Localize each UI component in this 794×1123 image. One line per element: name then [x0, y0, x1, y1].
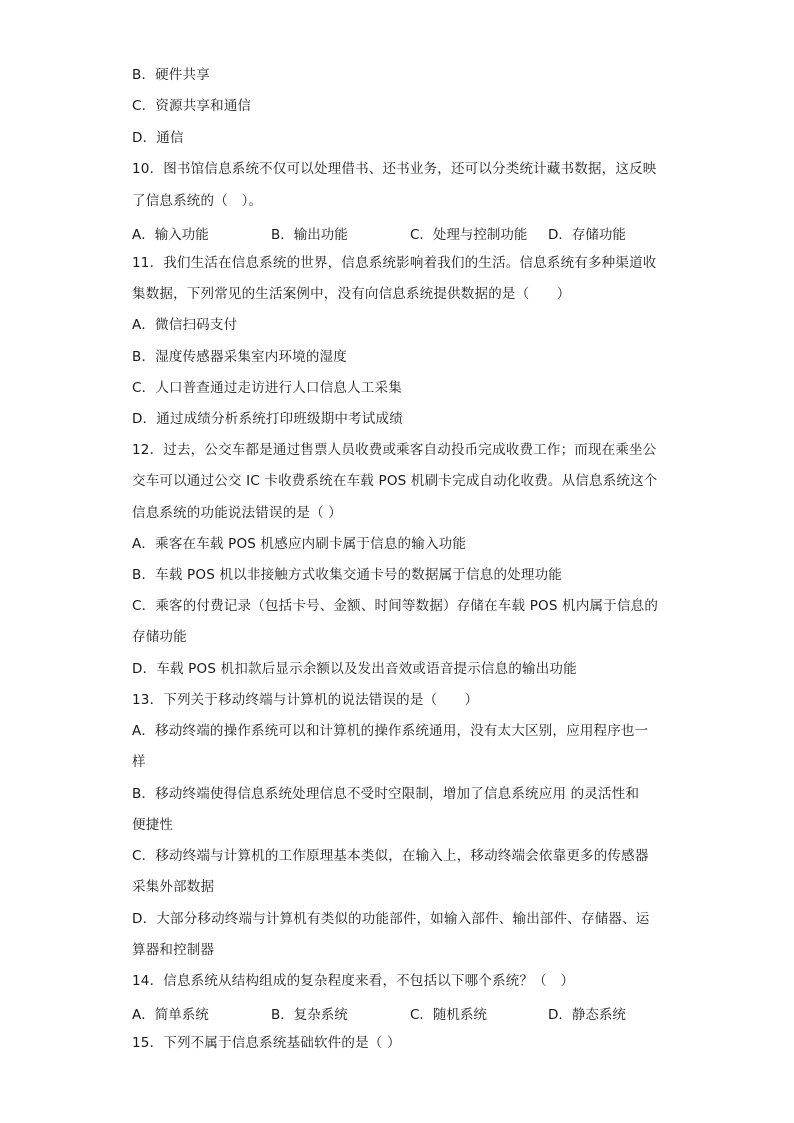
q11-option-d: D．通过成绩分析系统打印班级期中考试成绩 — [132, 411, 403, 427]
q13-option-d: D．大部分移动终端与计算机有类似的功能部件，如输入部件、输出部件、存储器、运 — [132, 911, 650, 927]
question-12-stem: 12．过去，公交车都是通过售票人员收费或乘客自动投币完成收费工作；而现在乘坐公 — [132, 442, 657, 458]
question-11-stem-cont: 集数据，下列常见的生活案例中，没有向信息系统提供数据的是（ ） — [132, 286, 571, 302]
q12-option-b: B．车载 POS 机以非接触方式收集交通卡号的数据属于信息的处理功能 — [132, 567, 562, 583]
q13-option-c-cont: 采集外部数据 — [132, 879, 215, 895]
q14-option-a: A．简单系统 — [132, 1007, 209, 1023]
question-10-options — [0, 223, 794, 241]
q13-option-b-cont: 便捷性 — [132, 817, 174, 833]
question-12-stem-cont-2: 信息系统的功能说法错误的是（ ） — [132, 505, 342, 521]
q13-option-d-cont: 算器和控制器 — [132, 942, 215, 958]
question-13-stem: 13．下列关于移动终端与计算机的说法错误的是（ ） — [132, 692, 479, 708]
q10-option-a: A．输入功能 — [132, 227, 209, 243]
question-10-stem-cont: 了信息系统的（ ）。 — [132, 193, 263, 209]
q11-option-a: A．微信扫码支付 — [132, 317, 238, 333]
q13-option-c: C．移动终端与计算机的工作原理基本类似，在输入上，移动终端会依靠更多的传感器 — [132, 848, 649, 864]
option-c-resource-sharing: C．资源共享和通信 — [132, 98, 252, 114]
question-14-stem: 14．信息系统从结构组成的复杂程度来看，不包括以下哪个系统？（ ） — [132, 973, 575, 989]
q12-option-c-cont: 存储功能 — [132, 629, 187, 645]
q10-option-d: D．存储功能 — [548, 227, 626, 243]
q13-option-b: B．移动终端使得信息系统处理信息不受时空限制，增加了信息系统应用 的灵活性和 — [132, 786, 640, 802]
q11-option-b: B．湿度传感器采集室内环境的湿度 — [132, 349, 347, 365]
q13-option-a: A．移动终端的操作系统可以和计算机的操作系统通用，没有太大区别，应用程序也一 — [132, 723, 649, 739]
question-12-stem-cont-1: 交车可以通过公交 IC 卡收费系统在车载 POS 机刷卡完成自动化收费。从信息系统这个 — [132, 473, 658, 489]
q12-option-c: C．乘客的付费记录（包括卡号、金额、时间等数据）存储在车载 POS 机内属于信息的 — [132, 598, 659, 614]
q14-option-b: B．复杂系统 — [271, 1007, 348, 1023]
question-15-stem: 15．下列不属于信息系统基础软件的是（ ） — [132, 1035, 401, 1051]
q10-option-b: B．输出功能 — [271, 227, 348, 243]
option-d-communication: D．通信 — [132, 130, 184, 146]
q14-option-d: D．静态系统 — [548, 1007, 626, 1023]
q13-option-a-cont: 样 — [132, 754, 146, 770]
option-b-hardware-sharing: B．硬件共享 — [132, 67, 210, 83]
q11-option-c: C．人口普查通过走访进行人口信息人工采集 — [132, 380, 402, 396]
q10-option-c: C．处理与控制功能 — [410, 227, 528, 243]
q12-option-d: D．车载 POS 机扣款后显示余额以及发出音效或语音提示信息的输出功能 — [132, 661, 577, 677]
question-14-options — [0, 1003, 794, 1021]
question-11-stem: 11．我们生活在信息系统的世界，信息系统影响着我们的生活。信息系统有多种渠道收 — [132, 255, 657, 271]
question-10-stem: 10．图书馆信息系统不仅可以处理借书、还书业务，还可以分类统计藏书数据，这反映 — [132, 161, 657, 177]
q12-option-a: A．乘客在车载 POS 机感应内刷卡属于信息的输入功能 — [132, 536, 467, 552]
q14-option-c: C．随机系统 — [410, 1007, 487, 1023]
